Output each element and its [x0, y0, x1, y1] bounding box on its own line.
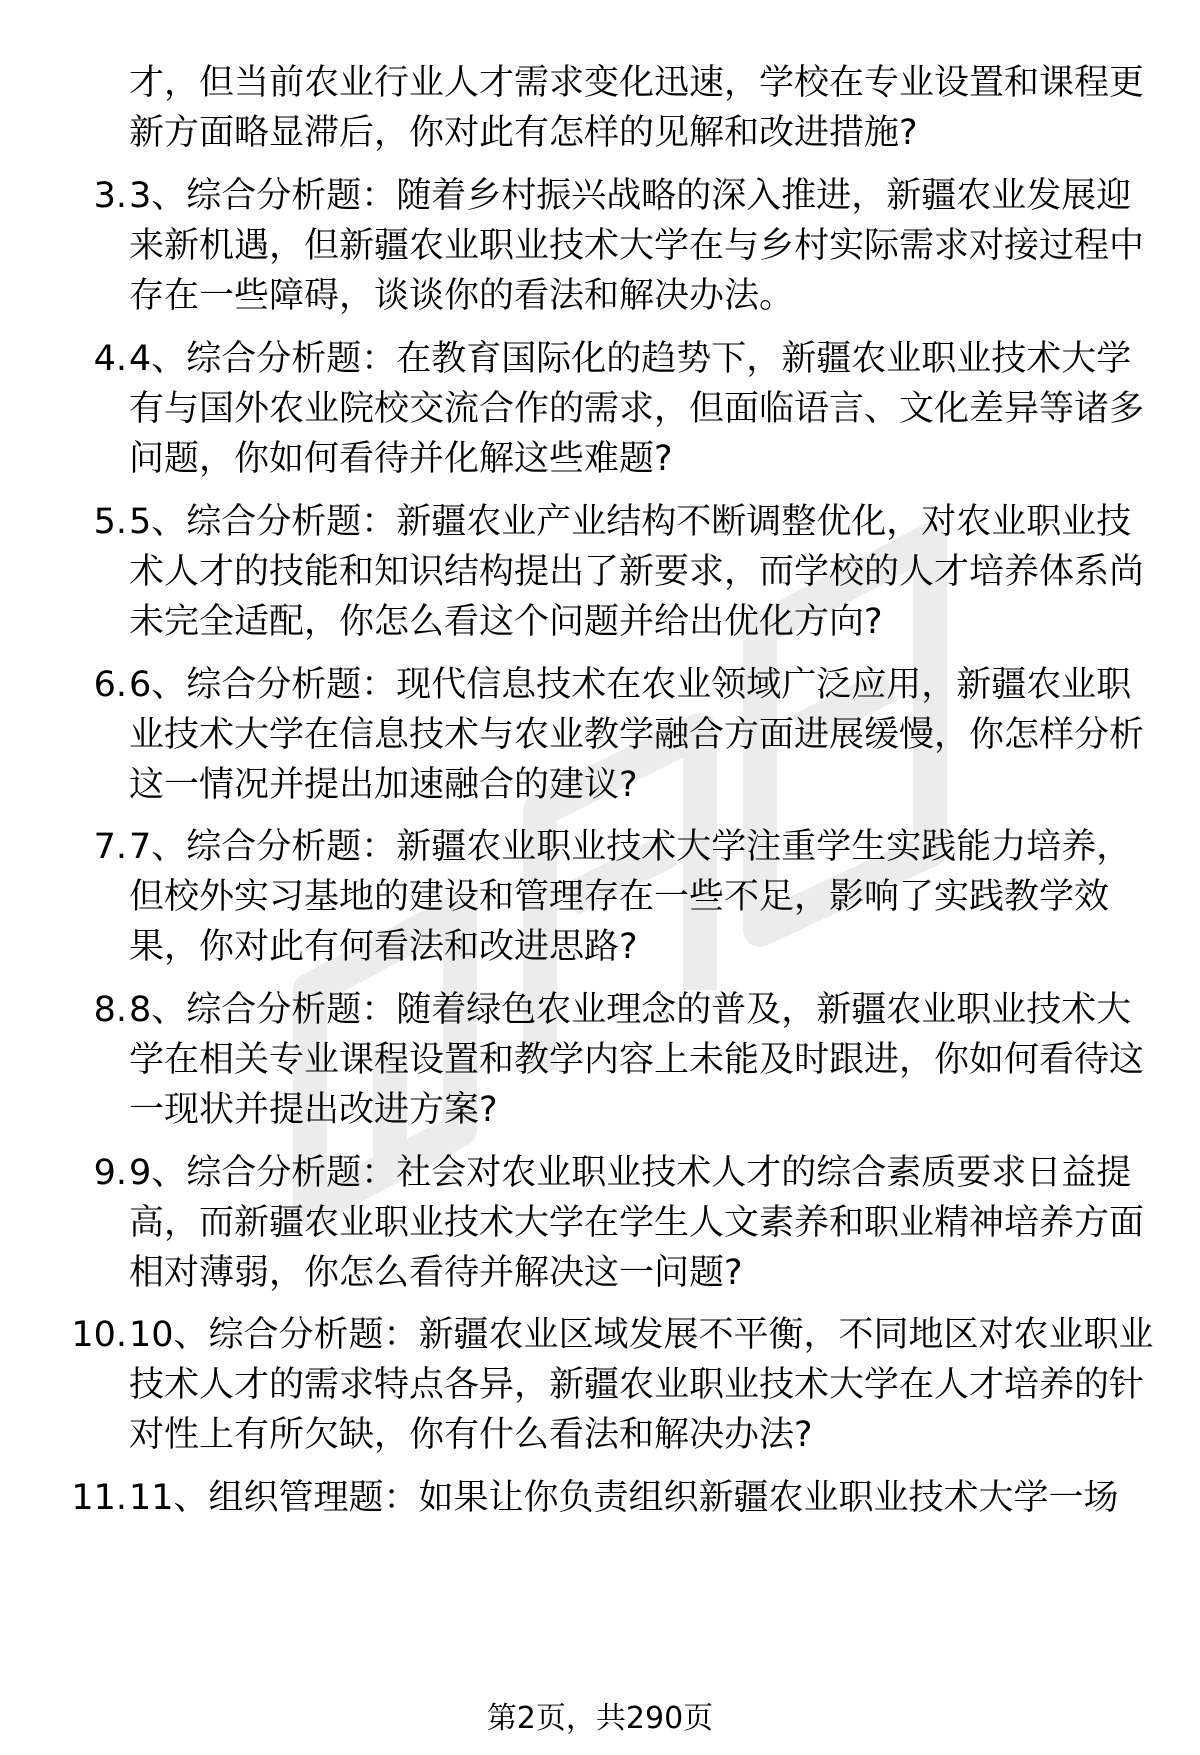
question-text: 7、综合分析题：新疆农业职业技术大学注重学生实践能力培养，但校外实习基地的建设和管理存在一些不足，影响了实践教学效果，你对此有何看法和改进思路? — [129, 827, 1132, 967]
question-number: 6. — [93, 665, 127, 705]
continuation-text: 才，但当前农业行业人才需求变化迅速，学校在专业设置和课程更新方面略显滞后，你对此有怎样的见解和改进措施? — [129, 63, 1145, 153]
page-number-footer: 第2页，共290页 — [486, 1701, 714, 1736]
question-text: 3、综合分析题：随着乡村振兴战略的深入推进，新疆农业发展迎来新机遇，但新疆农业职业技术大学在与乡村实际需求对接过程中存在一些障碍，谈谈你的看法和解决办法。 — [129, 176, 1145, 316]
question-text: 5、综合分析题：新疆农业产业结构不断调整优化，对农业职业技术人才的技能和知识结构提出了新要求，而学校的人才培养体系尚未完全适配，你怎么看这个问题并给出优化方向? — [129, 502, 1145, 642]
question-text: 4、综合分析题：在教育国际化的趋势下，新疆农业职业技术大学有与国外农业院校交流合作的需求，但面临语言、文化差异等诸多问题，你如何看待并化解这些难题? — [129, 339, 1145, 479]
question-number: 7. — [93, 827, 127, 867]
question-number: 9. — [93, 1153, 127, 1193]
question-number: 10. — [71, 1315, 127, 1355]
question-text: 6、综合分析题：现代信息技术在农业领域广泛应用，新疆农业职业技术大学在信息技术与农业教学融合方面进展缓慢，你怎样分析这一情况并提出加速融合的建议? — [129, 665, 1145, 805]
question-number: 8. — [93, 990, 127, 1030]
question-text: 11、组织管理题：如果让你负责组织新疆农业职业技术大学一场 — [129, 1478, 1119, 1518]
question-number: 4. — [93, 339, 127, 379]
question-number: 3. — [93, 176, 127, 216]
question-text: 9、综合分析题：社会对农业职业技术人才的综合素质要求日益提高，而新疆农业职业技术大学在学生人文素养和职业精神培养方面相对薄弱，你怎么看待并解决这一问题? — [129, 1153, 1145, 1293]
question-number: 11. — [71, 1478, 127, 1518]
question-number: 5. — [93, 502, 127, 542]
question-text: 8、综合分析题：随着绿色农业理念的普及，新疆农业职业技术大学在相关专业课程设置和教学内容上未能及时跟进，你如何看待这一现状并提出改进方案? — [129, 990, 1145, 1130]
question-text: 10、综合分析题：新疆农业区域发展不平衡，不同地区对农业职业技术人才的需求特点各异，新疆农业职业技术大学在人才培养的针对性上有所欠缺，你有什么看法和解决办法? — [129, 1315, 1154, 1455]
